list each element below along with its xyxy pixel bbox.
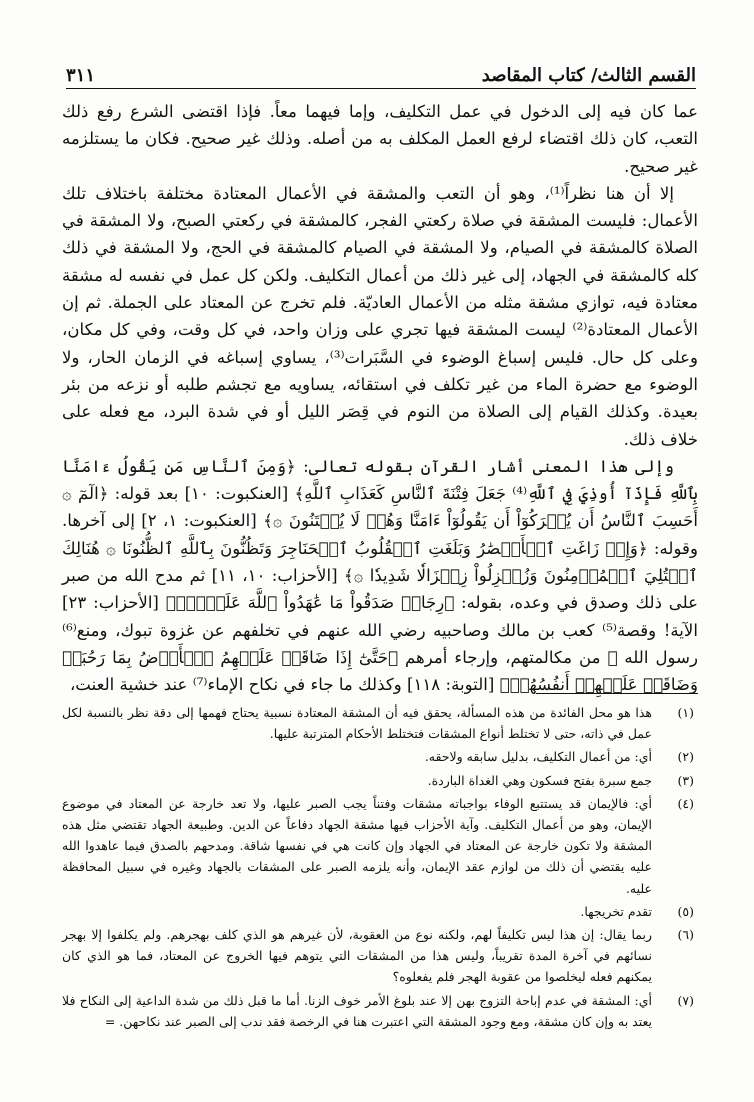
footnote	[62, 924, 698, 988]
footnote	[62, 770, 698, 791]
footnote-text: تقدم تخريجها.	[580, 903, 652, 919]
footnote	[62, 901, 698, 922]
footnote-number: (٦)	[677, 927, 694, 943]
footnote-number: (٢)	[677, 749, 694, 765]
footnote-number: (٥)	[677, 903, 694, 919]
footnote-number: (٣)	[677, 772, 694, 788]
header-title: القسم الثالث/ كتاب المقاصد	[481, 65, 696, 86]
footnote	[62, 702, 698, 744]
footnote-number: (٧)	[677, 992, 694, 1008]
paragraph: وإلى هذا المعنى أشار القرآن بقوله تعالى: ﴿وَمِنَ ٱلنَّاسِ مَن يَقُولُ ءَامَنَّا بِٱللَّهِ فَإِذَآ أُوذِيَ فِي ٱللَّهِ⁽⁴⁾ جَعَلَ فِتْنَةَ ٱلنَّاسِ كَعَذَابِ ٱللَّهِ﴾ [العنكبوت: ١٠] بعد قوله: ﴿الٓمٓ ۞ أَحَسِبَ ٱلنَّاسُ أَن يُتۡرَكُوٓاْ أَن يَقُولُوٓاْ ءَامَنَّا وَهُمۡ لَا يُفۡتَنُونَ ۞﴾ [العنكبوت: ١، ٢] إلى آخرها. وقوله: ﴿وَإِذۡ زَاغَتِ ٱلۡأَبۡصَٰرُ وَبَلَغَتِ ٱلۡقُلُوبُ ٱلۡحَنَاجِرَ وَتَظُنُّونَ بِٱللَّهِ ٱلظُّنُونَا ۞ هُنَالِكَ ٱبۡتُلِيَ ٱلۡمُؤۡمِنُونَ وَزُلۡزِلُواْ زِلۡزَالٗا شَدِيدٗا ۞﴾ [الأحزاب: ١٠، ١١] ثم مدح الله من صبر على ذلك وصدق في وعده، بقوله: ﴿رِجَالٞ صَدَقُواْ مَا عَٰهَدُواْ ٱللَّهَ عَلَيۡهِۖ﴾ [الأحزاب: ٢٣] الآية! وقصة⁽⁵⁾ كعب بن مالك وصاحبيه رضي الله عنهم في تخلفهم عن غزوة تبوك، ومنع⁽⁶⁾ رسول الله ﷺ من مكالمتهم، وإرجاء أمرهم ﴿حَتَّىٰٓ إِذَا ضَاقَتۡ عَلَيۡهِمُ ٱلۡأَرۡضُ بِمَا رَحُبَتۡ وَضَاقَتۡ عَلَيۡهِمۡ أَنفُسُهُمۡ﴾ [التوبة: ١١٨] وكذلك ما جاء في نكاح الإماء⁽⁷⁾ عند خشية العنت،	[62, 456, 698, 695]
footnote-text: جمع سبرة بفتح فسكون وهي الغداة الباردة.	[427, 772, 652, 788]
footnote-number: (١)	[677, 705, 694, 720]
running-header	[66, 58, 696, 89]
footnote	[62, 793, 698, 899]
paragraph: إلا أن هنا نظراً⁽¹⁾، وهو أن التعب والمشقة في الأعمال المعتادة مختلفة باختلاف تلك الأعمال: فليست المشقة في صلاة ركعتي الفجر، كالمشقة في ركعتي الصبح، ولا المشقة في الصلاة كالمشقة في الصيام، ولا المشقة في الصيام كالمشقة في الحج، ولا المشقة في ذلك كله كالمشقة في الجهاد، إلى غير ذلك من أعمال التكليف. ولكن كل عمل في نفسه له مشقة معتادة فيه، توازي مشقة مثله من الأعمال العاديّة. فلم تخرج عن المعتاد على الجملة. ثم إن الأعمال المعتادة⁽²⁾ ليست المشقة فيها تجري على وزان واحد، في كل وقت، وفي كل مكان، وعلى كل حال. فليس إسباغ الوضوء في السَّبَرات⁽³⁾، يساوي إسباغه في الزمان الحار، ولا الوضوء مع حضرة الماء من غير تكلف في استقائه، يساويه مع تجشم طلبه أو نزعه من بئر بعيدة. وكذلك القيام إلى الصلاة من النوم في قِصَر الليل أو في شدة البرد، مع فعله على خلاف ذلك.	[62, 183, 698, 449]
main-text	[62, 98, 698, 699]
paragraph: عما كان فيه إلى الدخول في عمل التكليف، وإما فيهما معاً. فإذا اقتضى الشرع رفع ذلك التعب، كان ذلك اقتضاء لرفع العمل المكلف به من أصله. وذلك غير صحيح. فكان ما يستلزمه غير صحيح.	[62, 102, 698, 176]
footnote-number: (٤)	[677, 795, 694, 811]
footnote-text: أي: فالإيمان قد يستتبع الوفاء بواجباته مشقات وفتناً يجب الصبر عليها، ولا تعد خارجة عن المعتاد في موضوع الإيمان، وهو من أعمال التكليف. وآية الأحزاب فيها مشقة الجهاد دفاعاً عن الدين. وطبيعة الجهاد تقتضي مثل هذه المشقة ولا تكون خارجة عن المعتاد في الجهاد وإن كانت هي في نفسها شاقة. ومدحهم بالصدق فيما عاهدوا الله عليه يقتضي أن ذلك من لوازم عقد الإيمان، وأنه يلزمه الصبر على المشقات بالجهاد وغيره في سبيل المحافظة عليه.	[62, 795, 652, 896]
footnotes	[62, 702, 698, 1034]
footnote-text: ربما يقال: إن هذا ليس تكليفاً لهم، ولكنه نوع من العقوبة، لأن غيرهم هو الذي كلف بهجرهم. ولم يكلفوا إلا بهجر نسائهم في آخرة المدة تقريباً، وليس هذا من المشقات التي يتوهم فيها الخروج عن المعتاد، فما هو الذي كان يمكنهم فعله ليخلصوا من عقوبة الهجر فلم يفعلوه؟	[62, 927, 652, 985]
footnote-text: أي: المشقة في عدم إباحة التزوج بهن إلا عند بلوغ الأمر خوف الزنا. أما ما قبل ذلك من شدة الداعية إلى النكاح فلا يعتد به وإن كان مشقة، ومع وجود المشقة التي اعتبرت هنا في الرخصة فقد ندب إلى الصبر عند نكاحهن. =	[62, 992, 652, 1029]
footnote-text: أي: من أعمال التكليف، بدليل سابقه ولاحقه.	[424, 749, 652, 765]
footnote-separator	[536, 693, 698, 694]
footnote	[62, 990, 698, 1032]
footnote-text: هذا هو محل الفائدة من هذه المسألة، يحقق فيه أن المشقة المعتادة نسبية يحتاج فهمها إلى دقة نظر بالنسبة لكل عمل في ذاته، حتى لا تختلط أنواع المشقات فتختلط الأحكام المترتبة عليها.	[62, 705, 652, 742]
footnote	[62, 746, 698, 767]
page-number: ٣١١	[66, 65, 96, 86]
